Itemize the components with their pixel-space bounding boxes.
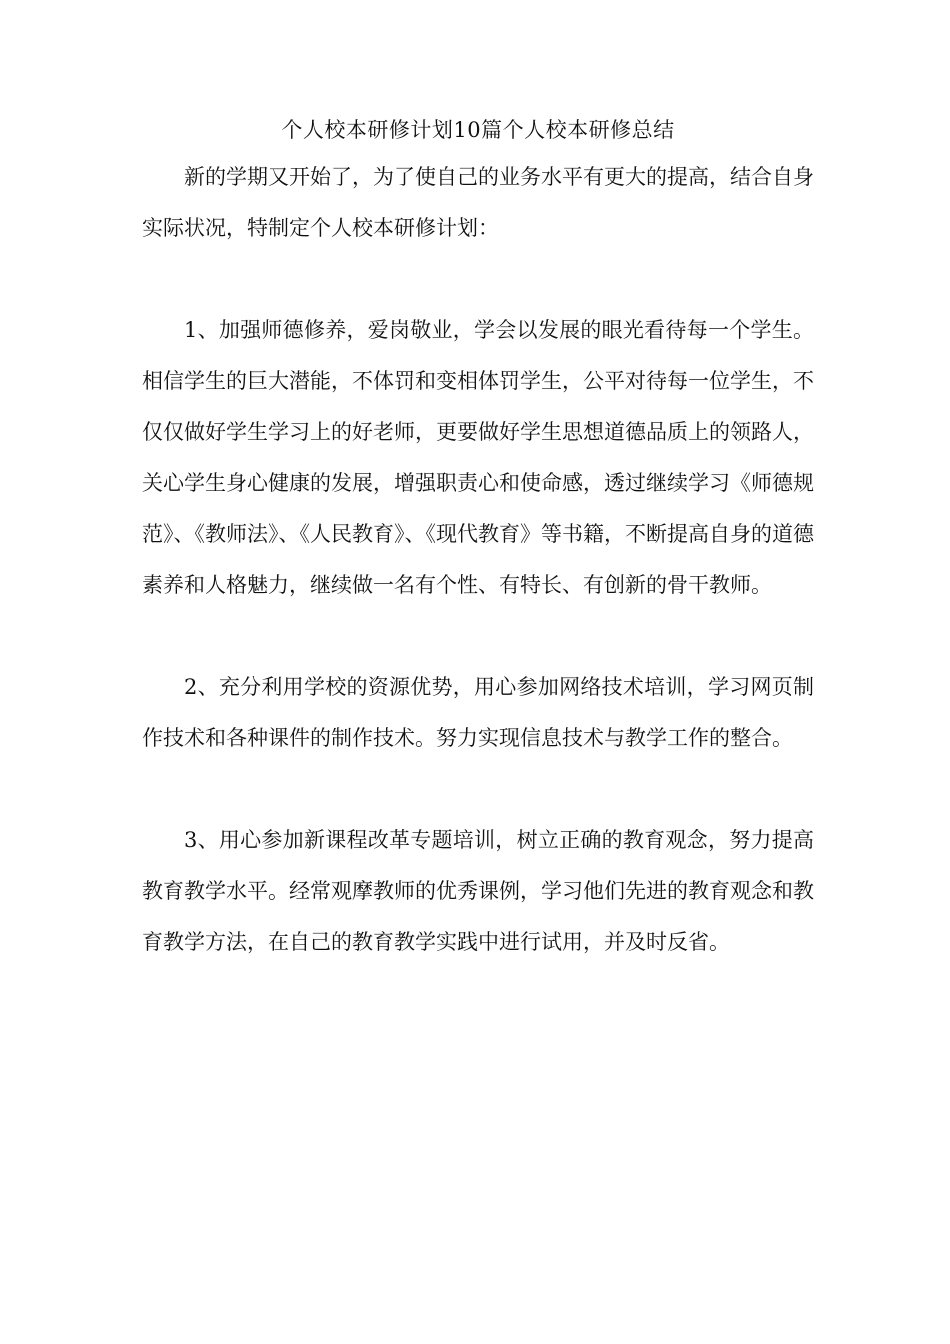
item-paragraph-1: 1、加强师德修养，爱岗敬业，学会以发展的眼光看待每一个学生。相信学生的巨大潜能，不体罚和变相体罚学生，公平对待每一位学生，不仅仅做好学生学习上的好老师，更要做好学生思想道德品质上的领路人，关心学生身心健康的发展，增强职责心和使命感，透过继续学习《师德规范》、《教师法》、《人民教育》、《现代教育》等书籍，不断提高自身的道德素养和人格魅力，继续做一名有个性、有特长、有创新的骨干教师。 xyxy=(142,318,814,597)
item-paragraph-2: 2、充分利用学校的资源优势，用心参加网络技术培训，学习网页制作技术和各种课件的制作技术。努力实现信息技术与教学工作的整合。 xyxy=(142,675,814,750)
paragraph-gap xyxy=(142,254,814,305)
document-title: 个人校本研修计划10篇个人校本研修总结 xyxy=(281,118,675,142)
item-paragraph-3: 3、用心参加新课程改革专题培训，树立正确的教育观念，努力提高教育教学水平。经常观摩教师的优秀课例，学习他们先进的教育观念和教育教学方法，在自己的教育教学实践中进行试用，并及时反省。 xyxy=(142,828,814,954)
paragraph-gap xyxy=(142,764,814,815)
intro-paragraph: 新的学期又开始了，为了使自己的业务水平有更大的提高，结合自身实际状况，特制定个人校本研修计划： xyxy=(142,165,814,240)
document-body xyxy=(142,112,814,968)
paragraph-gap xyxy=(142,611,814,662)
